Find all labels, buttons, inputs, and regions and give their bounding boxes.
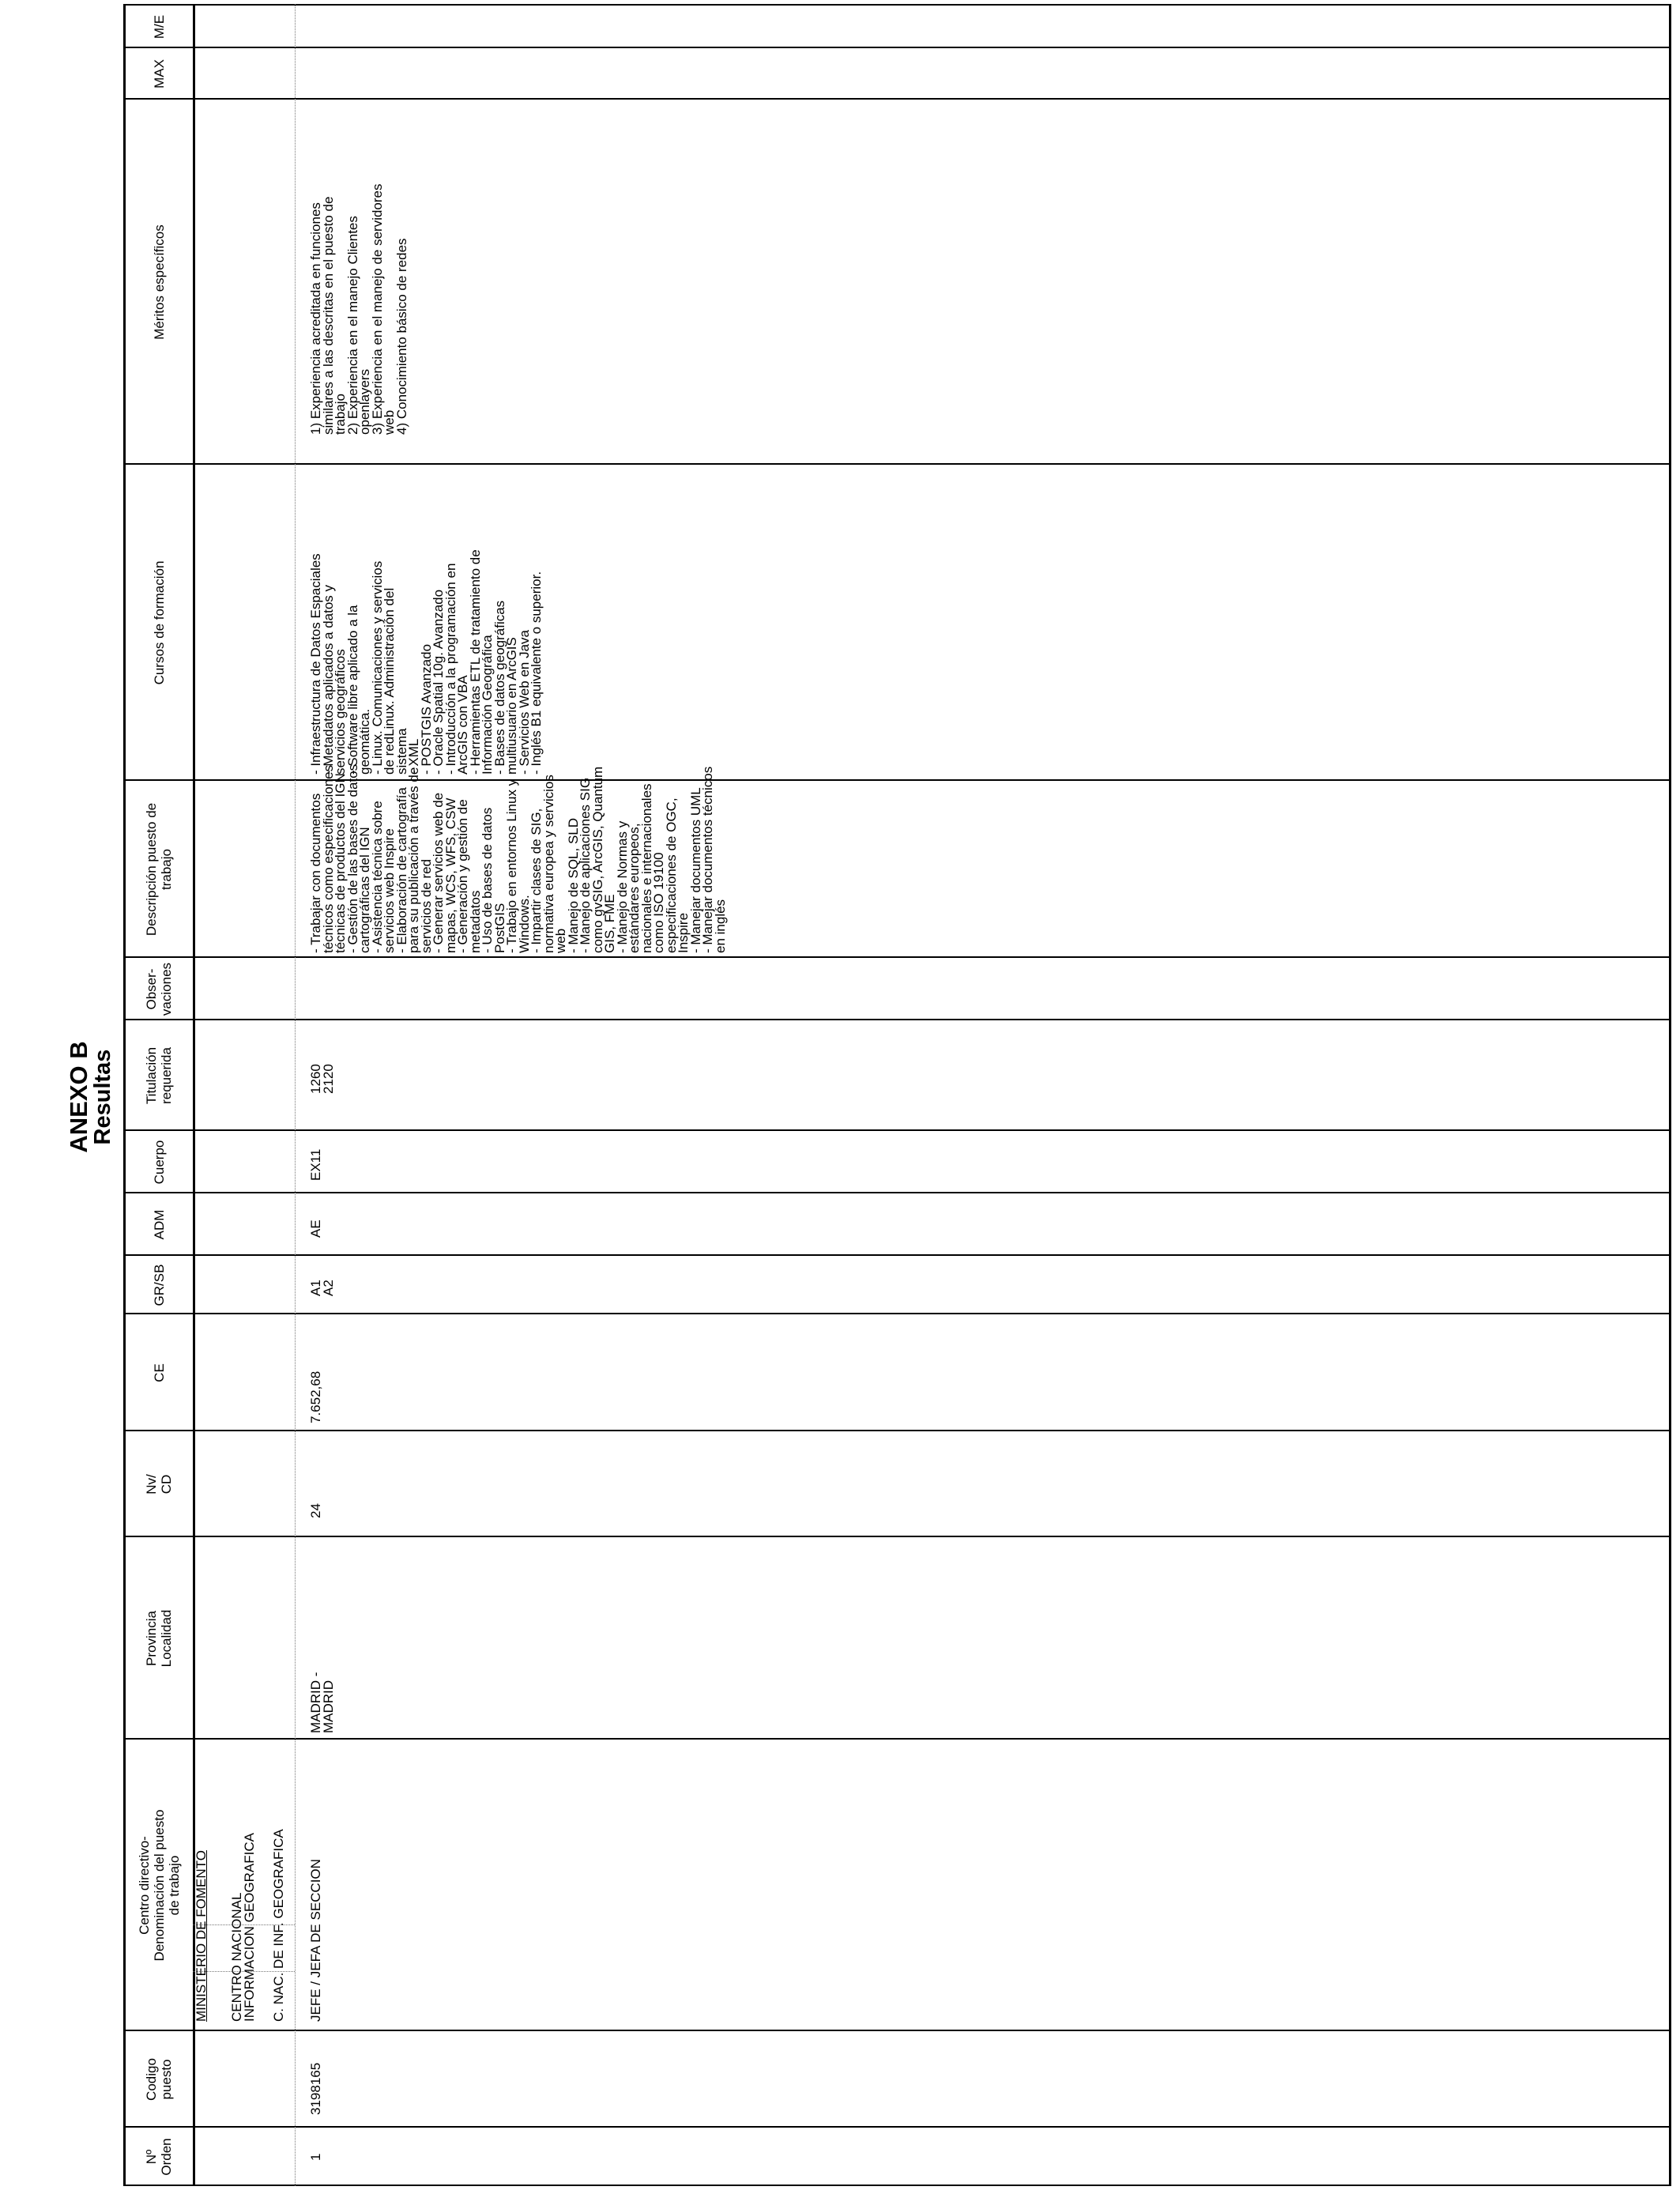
- unidad-label: C. NAC. DE INF. GEOGRAFICA: [271, 1829, 286, 2022]
- cell-titulacion: 1260 2120: [308, 1064, 336, 1094]
- column-separator: [123, 1738, 1671, 1740]
- header-meritos: Méritos específicos: [151, 224, 167, 340]
- header-descripcion: Descripción puesto de trabajo: [144, 802, 174, 937]
- column-separator: [123, 956, 1671, 958]
- header-codigo: Codigo puesto: [144, 2058, 174, 2101]
- annex-title: ANEXO B: [65, 1041, 92, 1153]
- column-separator: [123, 1129, 1671, 1131]
- column-separator: [123, 2030, 1671, 2031]
- header-titulacion: Titulación requerida: [144, 1046, 174, 1105]
- column-separator: [123, 1536, 1671, 1537]
- cell-grsb: A1 A2: [308, 1280, 336, 1296]
- header-observaciones: Obser- vaciones: [144, 962, 174, 1016]
- cell-ce: 7.652,68: [308, 1370, 323, 1423]
- annex-subtitle: Resultas: [90, 1049, 115, 1145]
- cell-nivel: 24: [308, 1503, 323, 1518]
- header-adm: ADM: [151, 1209, 167, 1240]
- centro-label: CENTRO NACIONAL INFORMACION GEOGRAFICA: [229, 1833, 257, 2022]
- header-provincia: Provincia Localidad: [144, 1609, 174, 1668]
- column-separator: [123, 2126, 1671, 2128]
- cell-denominacion: JEFE / JEFA DE SECCION: [308, 1859, 323, 2022]
- column-separator: [123, 47, 1671, 48]
- cell-codigo: 3198165: [308, 2062, 323, 2115]
- cell-meritos: 1) Experiencia acreditada en funciones similares a las descritas en el puesto de trabajo 2) Experiencia en el manejo Clientes openlayers 3) Experiencia en el manejo de servidores web 4) Conocimiento básico de redes: [308, 183, 409, 435]
- column-separator: [123, 98, 1671, 100]
- header-cuerpo: Cuerpo: [151, 1140, 167, 1185]
- column-separator: [123, 1254, 1671, 1256]
- cell-descripcion-text: - Trabajar con documentos técnicos como especificaciones técnicas de productos del IGN - Gestión de las bases de datos cartográficas del IGN - Asistencia técnica sobre servicios web Inspire - Elaboración de cartografía para su publicación a través de servicios de red - Generar servicios web de mapas, WCS, WFS, CSW - Generación y gestión de metadatos - Uso de bases de datos PostGIS - Trabajo en entornos Linux y Windows. - Impartir clases de SIG, normativa europea y servicios web - Manejo de SQL, SLD - Manejo de aplicaciones SIG como gvSIG, ArcGIS, Quantum GIS, FME - Manejo de Normas y estándares europeos, nacionales e internacionales como ISO 19100 especificaciones de OGC, Inspire - Manejar documentos UML - Manejar documentos técnicos en inglés: [308, 763, 728, 953]
- column-separator: [123, 1192, 1671, 1193]
- column-separator: [123, 2185, 1671, 2186]
- header-grsb: GR/SB: [151, 1264, 167, 1306]
- header-cursos: Cursos de formación: [151, 560, 167, 685]
- header-max: MAX: [151, 59, 167, 89]
- ministerio-label: MINISTERIO DE FOMENTO: [194, 1850, 209, 2022]
- cell-cuerpo: EX11: [308, 1148, 323, 1181]
- column-separator: [123, 463, 1671, 465]
- column-separator: [123, 1430, 1671, 1431]
- header-orden: Nº Orden: [144, 2138, 174, 2176]
- row-separator: [295, 4, 296, 2186]
- column-separator: [123, 1019, 1671, 1020]
- header-nivel: Nv/ CD: [144, 1474, 174, 1495]
- header-me: M/E: [151, 14, 167, 40]
- cell-adm: AE: [308, 1220, 323, 1238]
- cell-provincia: MADRID - MADRID: [308, 1672, 336, 1733]
- column-separator: [123, 1313, 1671, 1314]
- cell-orden: 1: [308, 2153, 323, 2161]
- table-bottom-rule: [1669, 4, 1671, 2186]
- cell-cursos: - Infraestructura de Datos Espaciales - Metadatos aplicados a datos y servicios geográficos - Software libre aplicado a la geomática. - Linux. Comunicaciones y servicios de redLinux. Administración del sistema - XML - POSTGIS Avanzado - Oracle Spatial 10g. Avanzado - Introducción a la programación en ArcGIS con VBA - Herramientas ETL de tratamiento de Información Geográfica - Bases de datos geográficas multiusuario en ArcGIS - Servicios Web en Java - Inglés B1 equivalente o superior.: [308, 549, 544, 775]
- header-centro: Centro directivo- Denominación del puesto de trabajo: [136, 1809, 182, 1962]
- column-separator: [123, 4, 1671, 6]
- header-ce: CE: [151, 1363, 167, 1382]
